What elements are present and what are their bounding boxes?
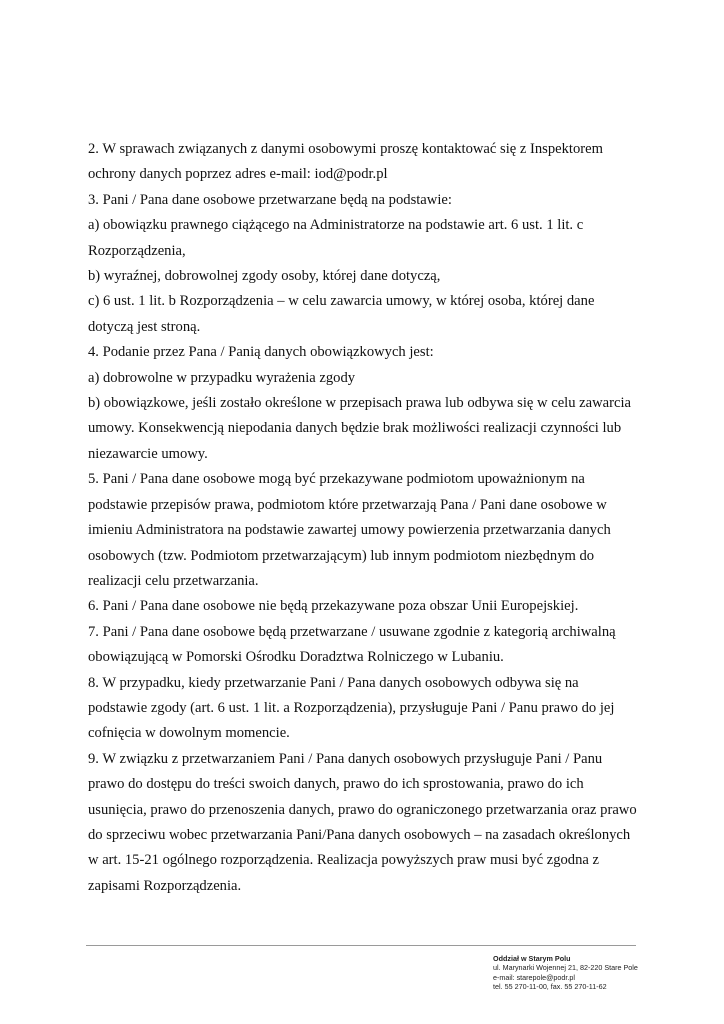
body-line: realizacji celu przetwarzania. xyxy=(88,572,259,589)
body-line: a) dobrowolne w przypadku wyrażenia zgody xyxy=(88,369,356,386)
footer-divider xyxy=(86,945,636,946)
body-line: podstawie przepisów prawa, podmiotom które przetwarzają Pana / Pani dane osobowe w xyxy=(88,496,607,513)
footer-office-name: Oddział w Starym Polu xyxy=(493,954,571,963)
body-line: 7. Pani / Pana dane osobowe będą przetwarzane / usuwane zgodnie z kategorią archiwalną xyxy=(88,623,616,640)
body-line: 4. Podanie przez Pana / Panią danych obowiązkowych jest: xyxy=(88,344,434,361)
body-line: usunięcia, prawo do przenoszenia danych, prawo do ograniczonego przetwarzania oraz prawo xyxy=(88,801,637,818)
body-line: 2. W sprawach związanych z danymi osobowymi proszę kontaktować się z Inspektorem xyxy=(88,141,603,157)
body-line: 8. W przypadku, kiedy przetwarzanie Pani / Pana danych osobowych odbywa się na xyxy=(88,674,579,691)
body-line: 5. Pani / Pana dane osobowe mogą być przekazywane podmiotom upoważnionym na xyxy=(88,471,585,488)
body-line: osobowych (tzw. Podmiotom przetwarzającym) lub innym podmiotom niezbędnym do xyxy=(88,547,595,564)
body-line: podstawie zgody (art. 6 ust. 1 lit. a Rozporządzenia), przysługuje Pani / Panu prawo do jej xyxy=(88,699,615,716)
body-line: 6. Pani / Pana dane osobowe nie będą przekazywane poza obszar Unii Europejskiej. xyxy=(88,598,579,615)
body-line: dotyczą jest stroną. xyxy=(88,318,201,335)
body-line: Rozporządzenia, xyxy=(88,242,186,259)
footer-address: ul. Marynarki Wojennej 21, 82-220 Stare Pole xyxy=(493,963,638,973)
body-line: w art. 15-21 ogólnego rozporządzenia. Realizacja powyższych praw musi być zgodna z xyxy=(88,852,599,869)
body-line: zapisami Rozporządzenia. xyxy=(88,877,242,894)
body-line: cofnięcia w dowolnym momencie. xyxy=(88,725,290,742)
footer-email: e-mail: starepole@podr.pl xyxy=(493,972,576,982)
document-body xyxy=(88,137,648,899)
body-line: b) wyraźnej, dobrowolnej zgody osoby, której dane dotyczą, xyxy=(88,268,441,285)
body-line: obowiązującą w Pomorski Ośrodku Doradztwa Rolniczego w Lubaniu. xyxy=(88,649,504,666)
body-line: b) obowiązkowe, jeśli zostało określone w przepisach prawa lub odbywa się w celu zawarcia xyxy=(88,395,632,412)
footer-phone: tel. 55 270-11-00, fax. 55 270-11-62 xyxy=(493,981,607,991)
body-line: 3. Pani / Pana dane osobowe przetwarzane będą na podstawie: xyxy=(88,191,452,208)
body-line: do sprzeciwu wobec przetwarzania Pani/Pana danych osobowych – na zasadach określonych xyxy=(88,826,631,843)
body-line: umowy. Konsekwencją niepodania danych będzie brak możliwości realizacji czynności lub xyxy=(88,420,622,437)
body-line: a) obowiązku prawnego ciążącego na Administratorze na podstawie art. 6 ust. 1 lit. c xyxy=(88,217,584,234)
body-line: prawo do dostępu do treści swoich danych, prawo do ich sprostowania, prawo do ich xyxy=(88,776,584,793)
body-line: imieniu Administratora na podstawie zawartej umowy powierzenia przetwarzania danych xyxy=(88,522,611,539)
body-line: ochrony danych poprzez adres e-mail: iod@podr.pl xyxy=(88,166,388,183)
body-line: 9. W związku z przetwarzaniem Pani / Pana danych osobowych przysługuje Pani / Panu xyxy=(88,750,603,767)
footer-contact-block xyxy=(493,954,638,991)
body-line: niezawarcie umowy. xyxy=(88,445,208,462)
body-line: c) 6 ust. 1 lit. b Rozporządzenia – w celu zawarcia umowy, w której osoba, której dane xyxy=(88,293,595,310)
